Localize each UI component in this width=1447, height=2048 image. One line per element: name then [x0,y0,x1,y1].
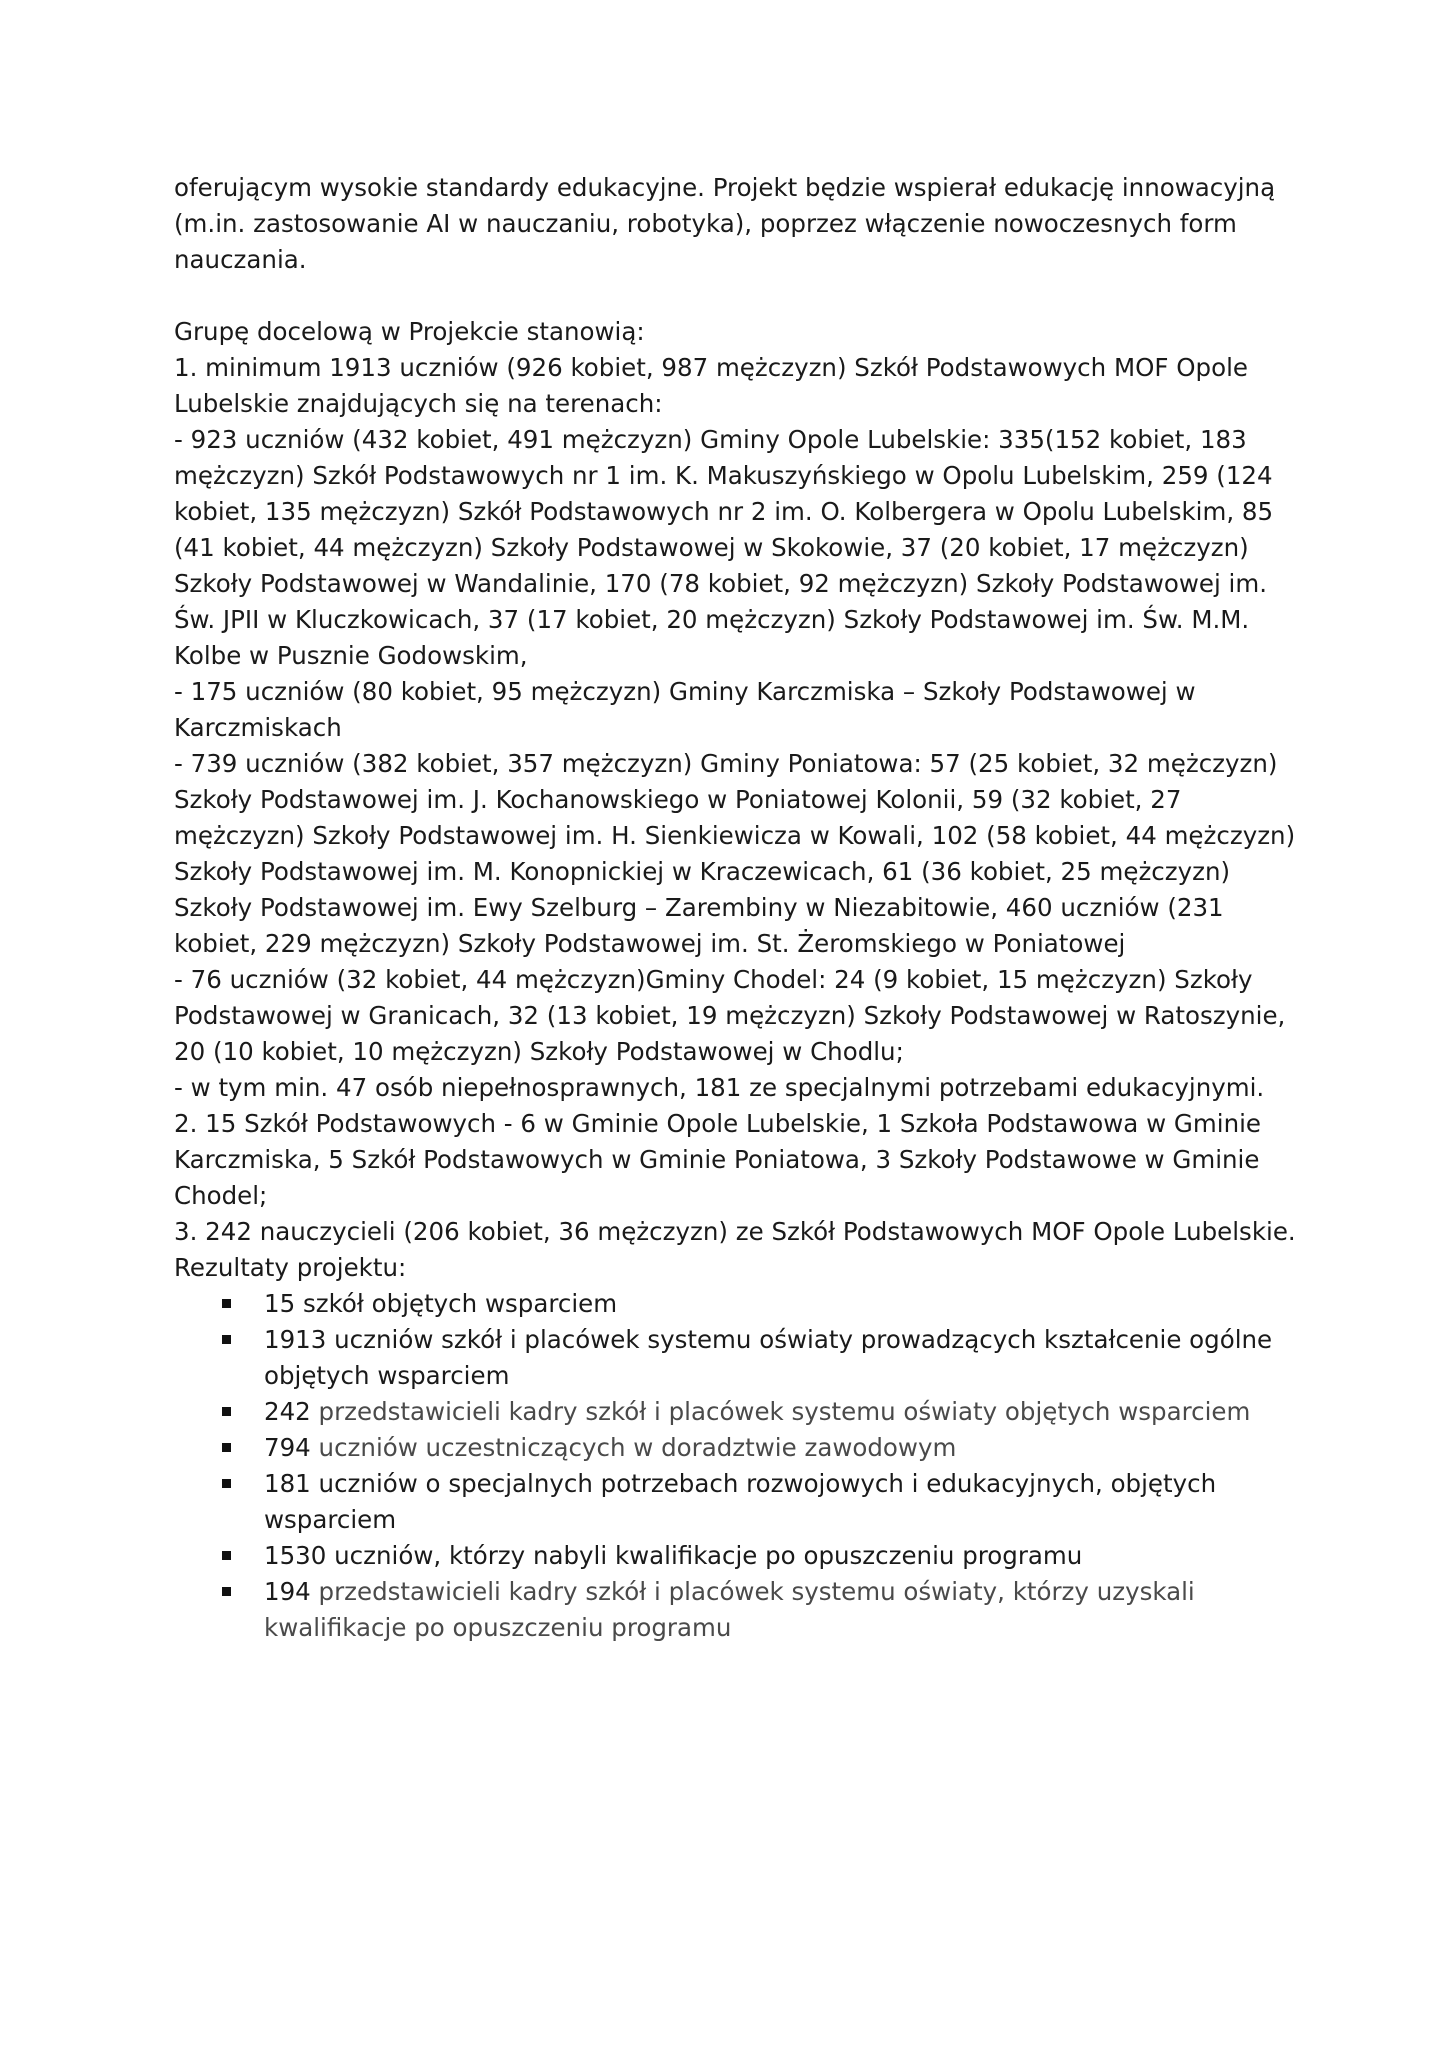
result-text: uczniów, którzy nabyli kwalifikacje po opuszczeniu programu [326,1541,1083,1570]
result-text: uczniów uczestniczących w doradztwie zawodowym [310,1433,957,1462]
target-group-item-1: 1. minimum 1913 uczniów (926 kobiet, 987 mężczyzn) Szkół Podstawowych MOF Opole Lubelskie znajdujących się na terenach: [174,353,1248,418]
result-text: przedstawicieli kadry szkół i placówek systemu oświaty, którzy uzyskali kwalifikacje po opuszczeniu programu [264,1577,1195,1642]
result-item [264,1286,1304,1322]
result-number: 1530 [264,1541,327,1570]
target-group-item-2: 2. 15 Szkół Podstawowych - 6 w Gminie Opole Lubelskie, 1 Szkoła Podstawowa w Gminie Karczmiska, 5 Szkół Podstawowych w Gminie Poniatowa, 3 Szkoły Podstawowe w Gminie Chodel; [174,1109,1261,1210]
target-group-sub-poniatowa: - 739 uczniów (382 kobiet, 357 mężczyzn) Gminy Poniatowa: 57 (25 kobiet, 32 mężczyzn) Szkoły Podstawowej im. J. Kochanowskiego w Poniatowej Kolonii, 59 (32 kobiet, 27 mężczyzn) Szkoły Podstawowej im. H. Sienkiewicza w Kowali, 102 (58 kobiet, 44 mężczyzn) Szkoły Podstawowej im. M. Konopnickiej w Kraczewicach, 61 (36 kobiet, 25 mężczyzn) Szkoły Podstawowej im. Ewy Szelburg – Zarembiny w Niezabitowie, 460 uczniów (231 kobiet, 229 mężczyzn) Szkoły Podstawowej im. St. Żeromskiego w Poniatowej [174,749,1296,958]
paragraph-spacer [174,278,1304,314]
result-text: szkół objętych wsparciem [295,1289,618,1318]
result-number: 181 [264,1469,311,1498]
result-item [264,1322,1304,1394]
target-group-sub-karczmiska: - 175 uczniów (80 kobiet, 95 mężczyzn) Gminy Karczmiska – Szkoły Podstawowej w Karczmiskach [174,677,1196,742]
square-bullet-icon [222,1299,231,1308]
result-number: 1913 [264,1325,327,1354]
square-bullet-icon [222,1335,231,1344]
target-group-sub-chodel: - 76 uczniów (32 kobiet, 44 mężczyzn)Gminy Chodel: 24 (9 kobiet, 15 mężczyzn) Szkoły Podstawowej w Granicach, 32 (13 kobiet, 19 mężczyzn) Szkoły Podstawowej w Ratoszynie, 20 (10 kobiet, 10 mężczyzn) Szkoły Podstawowej w Chodlu; [174,965,1286,1066]
results-heading: Rezultaty projektu: [174,1253,407,1282]
target-group-sub-special-needs: - w tym min. 47 osób niepełnosprawnych, 181 ze specjalnymi potrzebami edukacyjnymi. [174,1073,1265,1102]
result-item [264,1430,1304,1466]
square-bullet-icon [222,1551,231,1560]
result-number: 15 [264,1289,296,1318]
results-list [174,1286,1304,1646]
result-number: 794 [264,1433,311,1462]
result-number: 194 [264,1577,311,1606]
square-bullet-icon [222,1587,231,1596]
result-item [264,1538,1304,1574]
result-item [264,1574,1304,1646]
result-text: uczniów o specjalnych potrzebach rozwojowych i edukacyjnych, objętych wsparciem [264,1469,1217,1534]
target-group-heading: Grupę docelową w Projekcie stanowią: [174,317,645,346]
intro-paragraph: oferującym wysokie standardy edukacyjne. Projekt będzie wspierał edukację innowacyjną (m.in. zastosowanie AI w nauczaniu, robotyka), poprzez włączenie nowoczesnych form nauczania. [174,173,1276,274]
square-bullet-icon [222,1443,231,1452]
result-item [264,1466,1304,1538]
document-page [174,170,1304,1646]
square-bullet-icon [222,1479,231,1488]
target-group-item-3: 3. 242 nauczycieli (206 kobiet, 36 mężczyzn) ze Szkół Podstawowych MOF Opole Lubelskie. [174,1217,1296,1246]
target-group-sub-opole: - 923 uczniów (432 kobiet, 491 mężczyzn) Gminy Opole Lubelskie: 335(152 kobiet, 183 mężczyzn) Szkół Podstawowych nr 1 im. K. Makuszyńskiego w Opolu Lubelskim, 259 (124 kobiet, 135 mężczyzn) Szkół Podstawowych nr 2 im. O. Kolbergera w Opolu Lubelskim, 85 (41 kobiet, 44 mężczyzn) Szkoły Podstawowej w Skokowie, 37 (20 kobiet, 17 mężczyzn) Szkoły Podstawowej w Wandalinie, 170 (78 kobiet, 92 mężczyzn) Szkoły Podstawowej im. Św. JPII w Kluczkowicach, 37 (17 kobiet, 20 mężczyzn) Szkoły Podstawowej im. Św. M.M. Kolbe w Pusznie Godowskim, [174,425,1274,670]
result-text: przedstawicieli kadry szkół i placówek systemu oświaty objętych wsparciem [310,1397,1251,1426]
result-text: uczniów szkół i placówek systemu oświaty prowadzących kształcenie ogólne objętych wsparciem [264,1325,1273,1390]
result-item [264,1394,1304,1430]
square-bullet-icon [222,1407,231,1416]
result-number: 242 [264,1397,311,1426]
